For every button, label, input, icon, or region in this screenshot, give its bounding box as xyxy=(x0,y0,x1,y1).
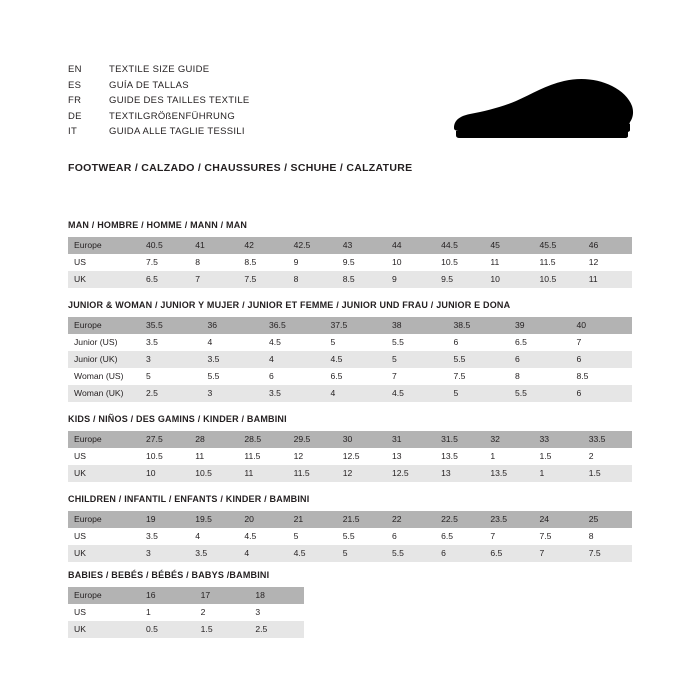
language-row xyxy=(68,78,448,94)
row-label: Junior (US) xyxy=(68,334,140,351)
cell: 3 xyxy=(140,351,202,368)
row-label: Junior (UK) xyxy=(68,351,140,368)
cell: 3.5 xyxy=(202,351,264,368)
cell: 5.5 xyxy=(337,528,386,545)
table-row xyxy=(68,511,632,528)
cell: 5 xyxy=(386,351,448,368)
language-title: GUIDE DES TAILLES TEXTILE xyxy=(109,95,250,106)
size-table-kids xyxy=(68,431,632,482)
cell: 6 xyxy=(448,334,510,351)
cell: 12 xyxy=(583,254,632,271)
cell: 19.5 xyxy=(189,511,238,528)
cell: 7 xyxy=(484,528,533,545)
cell: 4.5 xyxy=(325,351,387,368)
cell: 45 xyxy=(484,237,533,254)
cell: 5 xyxy=(337,545,386,562)
cell: 36 xyxy=(202,317,264,334)
table-row xyxy=(68,545,632,562)
cell: 3.5 xyxy=(140,528,189,545)
cell: 10.5 xyxy=(140,448,189,465)
cell: 6.5 xyxy=(140,271,189,288)
cell: 12.5 xyxy=(386,465,435,482)
cell: 13.5 xyxy=(435,448,484,465)
section-children xyxy=(68,494,632,562)
cell: 31.5 xyxy=(435,431,484,448)
cell: 10 xyxy=(140,465,189,482)
cell: 20 xyxy=(238,511,287,528)
cell: 3.5 xyxy=(263,385,325,402)
cell: 3.5 xyxy=(140,334,202,351)
cell: 4 xyxy=(325,385,387,402)
row-label: US xyxy=(68,448,140,465)
cell: 5.5 xyxy=(386,334,448,351)
cell: 33 xyxy=(534,431,583,448)
cell: 13 xyxy=(386,448,435,465)
cell: 8 xyxy=(509,368,571,385)
cell: 7 xyxy=(189,271,238,288)
cell: 4.5 xyxy=(386,385,448,402)
cell: 7 xyxy=(534,545,583,562)
cell: 6 xyxy=(435,545,484,562)
cell: 42 xyxy=(238,237,287,254)
cell: 4 xyxy=(202,334,264,351)
cell: 6.5 xyxy=(509,334,571,351)
cell: 16 xyxy=(140,587,195,604)
cell: 8.5 xyxy=(571,368,633,385)
language-row xyxy=(68,109,448,125)
cell: 11 xyxy=(583,271,632,288)
cell: 6 xyxy=(386,528,435,545)
language-title: TEXTILGRÖßENFÜHRUNG xyxy=(109,110,236,122)
cell: 8 xyxy=(288,271,337,288)
cell: 21 xyxy=(288,511,337,528)
cell: 5 xyxy=(140,368,202,385)
cell: 37.5 xyxy=(325,317,387,334)
cell: 11.5 xyxy=(238,448,287,465)
section-babies xyxy=(68,570,632,638)
cell: 41 xyxy=(189,237,238,254)
table-row xyxy=(68,385,632,402)
cell: 23.5 xyxy=(484,511,533,528)
cell: 4.5 xyxy=(263,334,325,351)
cell: 10.5 xyxy=(435,254,484,271)
cell: 1 xyxy=(534,465,583,482)
language-code: EN xyxy=(68,64,82,75)
cell: 10 xyxy=(386,254,435,271)
cell: 27.5 xyxy=(140,431,189,448)
row-label: Europe xyxy=(68,431,140,448)
language-code: ES xyxy=(68,79,82,91)
table-row xyxy=(68,334,632,351)
table-row xyxy=(68,604,304,621)
language-code: DE xyxy=(68,110,82,122)
row-label: UK xyxy=(68,545,140,562)
section-title: MAN / HOMBRE / HOMME / MANN / MAN xyxy=(68,220,248,230)
cell: 13 xyxy=(435,465,484,482)
table-row xyxy=(68,317,632,334)
cell: 40 xyxy=(571,317,633,334)
language-code: FR xyxy=(68,95,82,106)
cell: 45.5 xyxy=(534,237,583,254)
row-label: US xyxy=(68,528,140,545)
cell: 3.5 xyxy=(189,545,238,562)
cell: 9 xyxy=(386,271,435,288)
cell: 12 xyxy=(288,448,337,465)
section-title: CHILDREN / INFANTIL / ENFANTS / KINDER / BAMBINI xyxy=(68,494,310,504)
cell: 21.5 xyxy=(337,511,386,528)
section-title: JUNIOR & WOMAN / JUNIOR Y MUJER / JUNIOR ET FEMME / JUNIOR UND FRAU / JUNIOR E DONA xyxy=(68,300,511,310)
cell: 22.5 xyxy=(435,511,484,528)
language-header xyxy=(68,62,448,140)
cell: 3 xyxy=(202,385,264,402)
cell: 13.5 xyxy=(484,465,533,482)
cell: 8.5 xyxy=(238,254,287,271)
cell: 25 xyxy=(583,511,632,528)
cell: 36.5 xyxy=(263,317,325,334)
row-label: US xyxy=(68,254,140,271)
cell: 11.5 xyxy=(534,254,583,271)
cell: 35.5 xyxy=(140,317,202,334)
cell: 10 xyxy=(484,271,533,288)
cell: 3 xyxy=(249,604,304,621)
language-row xyxy=(68,93,448,109)
table-row xyxy=(68,587,304,604)
cell: 12.5 xyxy=(337,448,386,465)
size-table-children xyxy=(68,511,632,562)
cell: 10.5 xyxy=(189,465,238,482)
cell: 32 xyxy=(484,431,533,448)
cell: 8.5 xyxy=(337,271,386,288)
language-row xyxy=(68,62,448,78)
cell: 30 xyxy=(337,431,386,448)
table-row xyxy=(68,621,304,638)
cell: 6.5 xyxy=(435,528,484,545)
cell: 1 xyxy=(140,604,195,621)
language-title: TEXTILE SIZE GUIDE xyxy=(109,64,210,75)
cell: 6 xyxy=(509,351,571,368)
category-heading: FOOTWEAR / CALZADO / CHAUSSURES / SCHUHE / CALZATURE xyxy=(68,162,413,174)
cell: 7.5 xyxy=(140,254,189,271)
cell: 12 xyxy=(337,465,386,482)
cell: 5.5 xyxy=(202,368,264,385)
language-code: IT xyxy=(68,126,78,137)
cell: 5.5 xyxy=(386,545,435,562)
row-label: Europe xyxy=(68,511,140,528)
cell: 11 xyxy=(189,448,238,465)
row-label: Woman (UK) xyxy=(68,385,140,402)
cell: 2 xyxy=(195,604,250,621)
table-row xyxy=(68,271,632,288)
cell: 4 xyxy=(189,528,238,545)
cell: 5 xyxy=(288,528,337,545)
cell: 2.5 xyxy=(249,621,304,638)
section-junior-woman xyxy=(68,300,632,402)
cell: 19 xyxy=(140,511,189,528)
cell: 11.5 xyxy=(288,465,337,482)
cell: 1 xyxy=(484,448,533,465)
cell: 0.5 xyxy=(140,621,195,638)
row-label: UK xyxy=(68,271,140,288)
cell: 1.5 xyxy=(195,621,250,638)
cell: 9.5 xyxy=(337,254,386,271)
table-row xyxy=(68,351,632,368)
row-label: Europe xyxy=(68,317,140,334)
section-title: BABIES / BEBÉS / BÉBÉS / BABYS /BAMBINI xyxy=(68,570,270,580)
cell: 10.5 xyxy=(534,271,583,288)
cell: 33.5 xyxy=(583,431,632,448)
cell: 31 xyxy=(386,431,435,448)
cell: 6 xyxy=(571,385,633,402)
section-title: KIDS / NIÑOS / DES GAMINS / KINDER / BAMBINI xyxy=(68,414,287,424)
table-row xyxy=(68,368,632,385)
table-row xyxy=(68,448,632,465)
cell: 44.5 xyxy=(435,237,484,254)
cell: 8 xyxy=(189,254,238,271)
cell: 7.5 xyxy=(448,368,510,385)
cell: 6.5 xyxy=(484,545,533,562)
cell: 28 xyxy=(189,431,238,448)
cell: 18 xyxy=(249,587,304,604)
section-man xyxy=(68,220,632,288)
cell: 4 xyxy=(238,545,287,562)
cell: 42.5 xyxy=(288,237,337,254)
cell: 2.5 xyxy=(140,385,202,402)
cell: 44 xyxy=(386,237,435,254)
cell: 9 xyxy=(288,254,337,271)
table-row xyxy=(68,431,632,448)
cell: 38 xyxy=(386,317,448,334)
cell: 8 xyxy=(583,528,632,545)
cell: 28.5 xyxy=(238,431,287,448)
language-row xyxy=(68,124,448,140)
cell: 43 xyxy=(337,237,386,254)
cell: 4.5 xyxy=(288,545,337,562)
cell: 6 xyxy=(263,368,325,385)
size-table-junior-woman xyxy=(68,317,632,402)
row-label: Europe xyxy=(68,587,140,604)
cell: 3 xyxy=(140,545,189,562)
cell: 46 xyxy=(583,237,632,254)
cell: 2 xyxy=(583,448,632,465)
table-row xyxy=(68,237,632,254)
cell: 5 xyxy=(448,385,510,402)
row-label: UK xyxy=(68,465,140,482)
size-table-babies xyxy=(68,587,304,638)
cell: 38.5 xyxy=(448,317,510,334)
cell: 17 xyxy=(195,587,250,604)
cell: 4.5 xyxy=(238,528,287,545)
cell: 40.5 xyxy=(140,237,189,254)
cell: 7.5 xyxy=(238,271,287,288)
cell: 6 xyxy=(571,351,633,368)
cell: 5.5 xyxy=(509,385,571,402)
cell: 22 xyxy=(386,511,435,528)
row-label: US xyxy=(68,604,140,621)
section-kids xyxy=(68,414,632,482)
cell: 7 xyxy=(571,334,633,351)
cell: 7 xyxy=(386,368,448,385)
cell: 9.5 xyxy=(435,271,484,288)
cell: 7.5 xyxy=(583,545,632,562)
dress-shoe-icon xyxy=(440,72,640,152)
language-title: GUIDA ALLE TAGLIE TESSILI xyxy=(109,126,245,137)
table-row xyxy=(68,465,632,482)
cell: 5.5 xyxy=(448,351,510,368)
cell: 6.5 xyxy=(325,368,387,385)
cell: 7.5 xyxy=(534,528,583,545)
cell: 24 xyxy=(534,511,583,528)
cell: 39 xyxy=(509,317,571,334)
table-row xyxy=(68,528,632,545)
cell: 11 xyxy=(238,465,287,482)
row-label: Europe xyxy=(68,237,140,254)
cell: 1.5 xyxy=(534,448,583,465)
row-label: UK xyxy=(68,621,140,638)
size-table-man xyxy=(68,237,632,288)
table-row xyxy=(68,254,632,271)
cell: 11 xyxy=(484,254,533,271)
language-title: GUÍA DE TALLAS xyxy=(109,79,189,91)
cell: 1.5 xyxy=(583,465,632,482)
cell: 4 xyxy=(263,351,325,368)
row-label: Woman (US) xyxy=(68,368,140,385)
cell: 5 xyxy=(325,334,387,351)
cell: 29.5 xyxy=(288,431,337,448)
